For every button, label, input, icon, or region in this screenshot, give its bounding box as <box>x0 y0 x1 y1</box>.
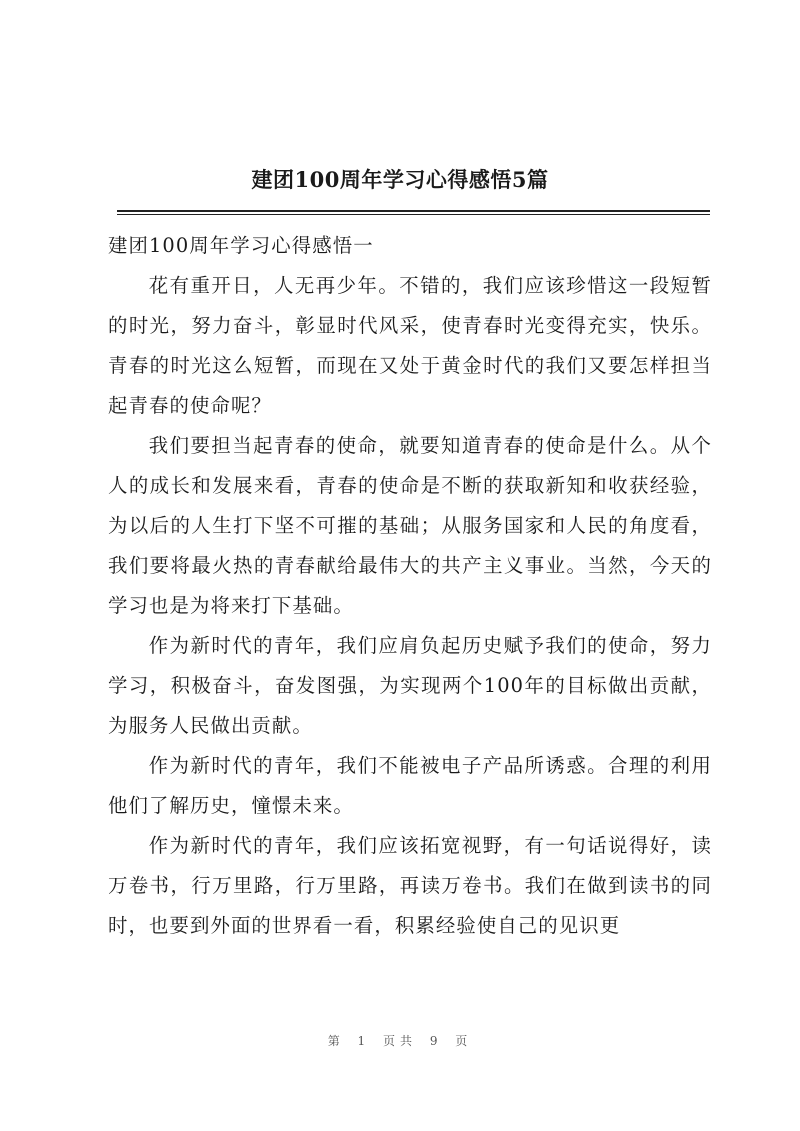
section-heading: 建团100周年学习心得感悟一 <box>108 234 374 257</box>
page-number-footer: 第 1 页共 9 页 <box>327 1034 473 1048</box>
title-divider <box>117 210 710 215</box>
paragraph: 作为新时代的青年，我们不能被电子产品所诱惑。合理的利用他们了解历史，憧憬未来。 <box>108 754 712 817</box>
paragraph: 我们要担当起青春的使命，就要知道青春的使命是什么。从个人的成长和发展来看，青春的使命是不断的获取新知和收获经验，为以后的人生打下坚不可摧的基础；从服务国家和人民的角度看，我们要将最火热的青春献给最伟大的共产主义事业。当然，今天的学习也是为将来打下基础。 <box>108 434 712 617</box>
paragraph: 花有重开日，人无再少年。不错的，我们应该珍惜这一段短暂的时光，努力奋斗，彰显时代风采，使青春时光变得充实，快乐。青春的时光这么短暂，而现在又处于黄金时代的我们又要怎样担当起青春的使命呢？ <box>108 274 712 417</box>
paragraph: 作为新时代的青年，我们应肩负起历史赋予我们的使命，努力学习，积极奋斗，奋发图强，为实现两个100年的目标做出贡献，为服务人民做出贡献。 <box>108 634 712 737</box>
paragraph: 作为新时代的青年，我们应该拓宽视野，有一句话说得好，读万卷书，行万里路，行万里路，再读万卷书。我们在做到读书的同时，也要到外面的世界看一看，积累经验使自己的见识更 <box>108 834 712 937</box>
document-title: 建团100周年学习心得感悟5篇 <box>251 167 549 192</box>
document-body <box>108 226 712 946</box>
